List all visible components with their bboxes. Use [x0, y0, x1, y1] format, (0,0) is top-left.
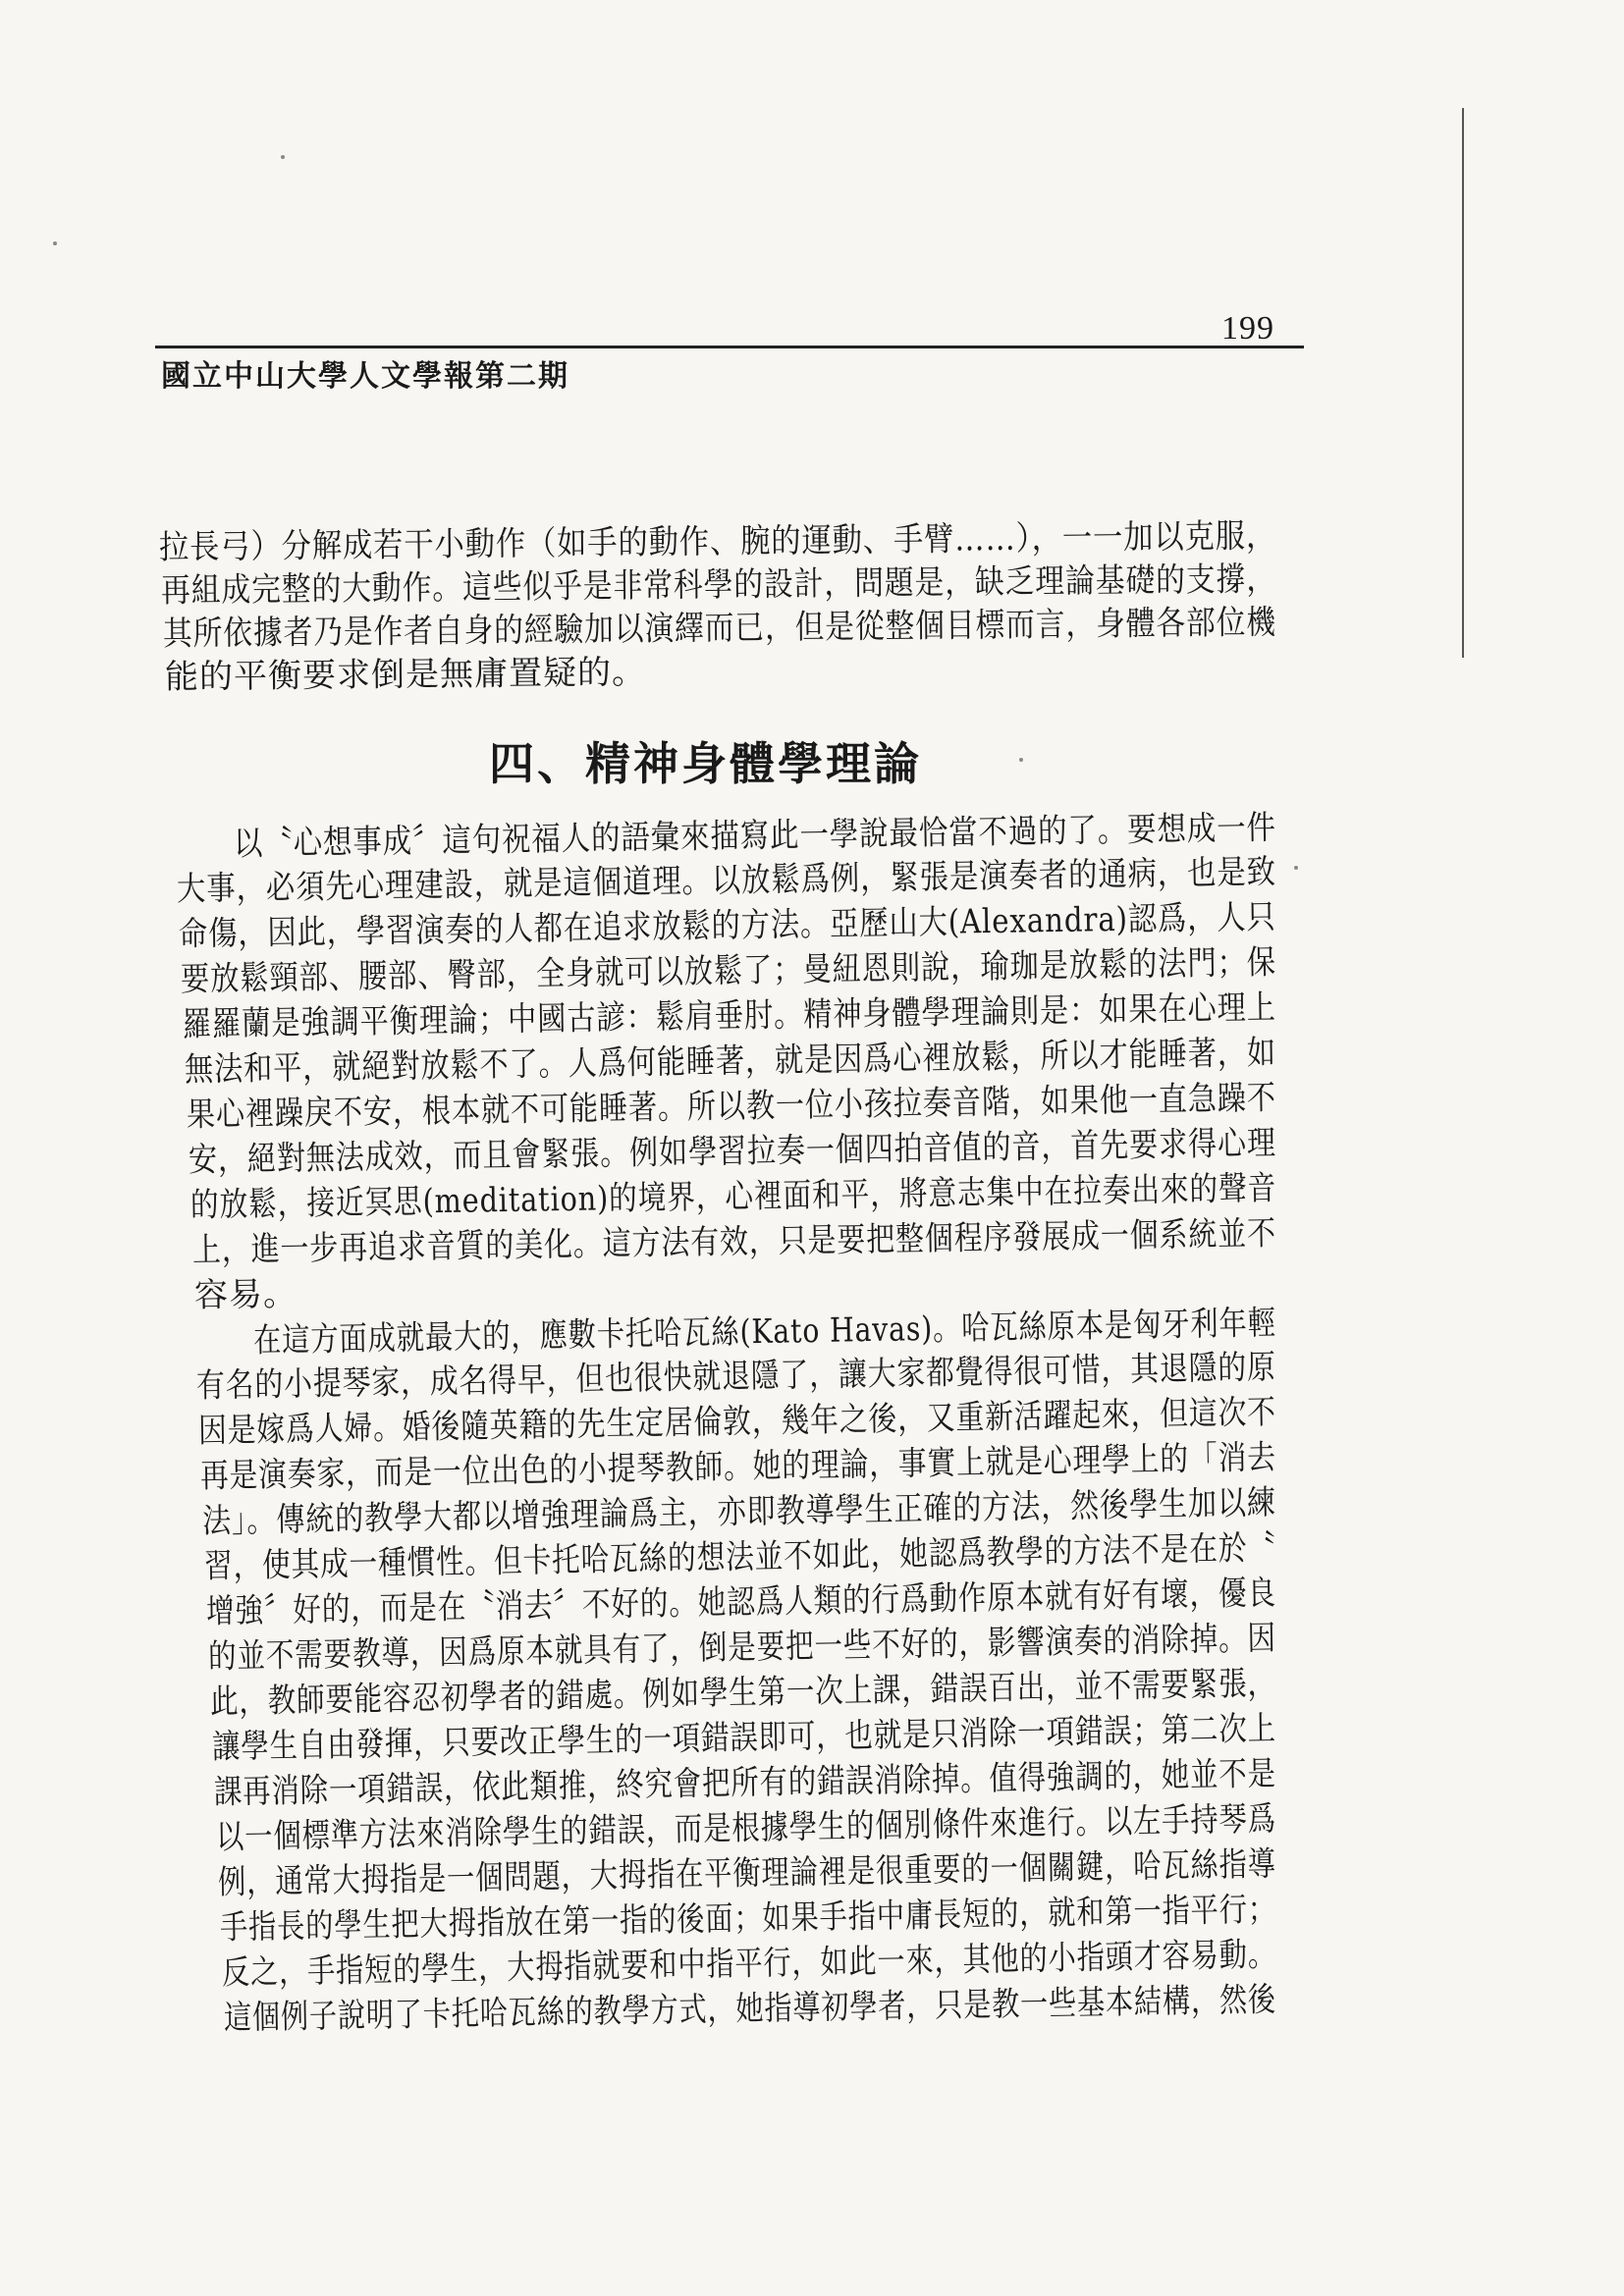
text-line: 無法和平，就絕對放鬆不了。人爲何能睡著，就是因爲心裡放鬆，所以才能睡著，如 — [184, 1033, 1277, 1090]
text-line: 能的平衡要求倒是無庸置疑的。 — [164, 652, 647, 697]
text-line: 拉長弓）分解成若干小動作（如手的動作、腕的運動、手臂……），一一加以克服， — [158, 516, 1277, 567]
text-line: 習，使其成一種慣性。但卡托哈瓦絲的想法並不如此，她認爲教學的方法不是在於〝 — [203, 1527, 1277, 1586]
running-header — [155, 310, 1304, 393]
text-line: 此，教師要能容忍初學者的錯處。例如學生第一次上課，錯誤百出，並不需要緊張， — [209, 1664, 1277, 1722]
scan-speck — [1294, 866, 1298, 870]
text-line: 大事，必須先心理建設，就是這個道理。以放鬆爲例，緊張是演奏者的通病，也是致 — [176, 852, 1277, 909]
text-line: 再是演奏家，而是一位出色的小提琴教師。她的理論，事實上就是心理學上的「消去 — [199, 1437, 1277, 1496]
text-line: 增強〞好的，而是在〝消去〞不好的。她認爲人類的行爲動作原本就有好有壞，優良 — [205, 1573, 1277, 1631]
text-line: 再組成完整的大動作。這些似乎是非常科學的設計，問題是，缺乏理論基礎的支撐， — [160, 560, 1277, 611]
text-line: 上，進一步再追求音質的美化。這方法有效，只是要把整個程序發展成一個系統並不 — [191, 1213, 1277, 1270]
text-line: 以〝心想事成〞這句祝福人的語彙來描寫此一學說最恰當不過的了。要想成一件 — [233, 808, 1277, 864]
text-line: 其所依據者乃是作者自身的經驗加以演繹而已，但是從整個目標而言，身體各部位機 — [162, 603, 1277, 654]
page-number: 199 — [1221, 310, 1274, 347]
section-heading: 四、精神身體學理論 — [489, 737, 922, 790]
scan-speck — [281, 155, 285, 159]
text-line: 的放鬆，接近冥思(meditation)的境界，心裡面和平，將意志集中在拉奏出來的聲音 — [189, 1168, 1277, 1225]
text-line: 反之，手指短的學生，大拇指就要和中指平行，如此一來，其他的小指頭才容易動。 — [221, 1935, 1277, 1993]
text-line: 手指長的學生把大拇指放在第一指的後面；如果手指中庸長短的，就和第一指平行； — [219, 1890, 1277, 1948]
text-line: 安，絕對無法成效，而且會緊張。例如學習拉奏一個四拍音值的音，首先要求得心理 — [188, 1123, 1277, 1180]
text-line: 有名的小提琴家，成名得早，但也很快就退隱了，讓大家都覺得很可惜，其退隱的原 — [195, 1347, 1277, 1406]
text-line: 課再消除一項錯誤，依此類推，終究會把所有的錯誤消除掉。值得強調的，她並不是 — [213, 1754, 1277, 1812]
text-line: 這個例子說明了卡托哈瓦絲的教學方式，她指導初學者，只是教一些基本結構，然後 — [223, 1980, 1277, 2038]
scan-speck — [53, 241, 57, 245]
text-line: 果心裡躁戾不安，根本就不可能睡著。所以教一位小孩拉奏音階，如果他一直急躁不 — [186, 1078, 1277, 1135]
text-line: 的並不需要教導，因爲原本就具有了，倒是要把一些不好的，影響演奏的消除掉。因 — [207, 1619, 1277, 1677]
text-line: 命傷，因此，學習演奏的人都在追求放鬆的方法。亞歷山大(Alexandra)認爲，人只 — [178, 897, 1276, 954]
text-line: 例，通常大拇指是一個問題，大拇指在平衡理論裡是很重要的一個關鍵，哈瓦絲指導 — [217, 1844, 1277, 1902]
text-line: 以一個標準方法來消除學生的錯誤，而是根據學生的個別條件來進行。以左手持琴爲 — [215, 1799, 1277, 1857]
text-line: 要放鬆頸部、腰部、臀部，全身就可以放鬆了；曼紐恩則說，瑜珈是放鬆的法門；保 — [180, 942, 1277, 999]
scan-speck — [1019, 758, 1023, 762]
text-line: 在這方面成就最大的，應數卡托哈瓦絲(Kato Havas)。哈瓦絲原本是匈牙利年輕 — [252, 1303, 1277, 1361]
text-line: 因是嫁爲人婦。婚後隨英籍的先生定居倫敦，幾年之後，又重新活躍起來，但這次不 — [197, 1392, 1277, 1451]
text-line: 讓學生自由發揮，只要改正學生的一項錯誤即可，也就是只消除一項錯誤；第二次上 — [211, 1709, 1277, 1767]
text-line: 羅羅蘭是強調平衡理論；中國古諺：鬆肩垂肘。精神身體學理論則是：如果在心理上 — [182, 988, 1277, 1044]
header-rule — [155, 346, 1304, 348]
page-edge-line — [1462, 108, 1464, 658]
text-line: 容易。 — [193, 1274, 298, 1315]
text-line: 法」。傳統的教學大都以增強理論爲主，亦即教導學生正確的方法，然後學生加以練 — [201, 1482, 1277, 1541]
journal-title: 國立中山大學人文學報第二期 — [161, 359, 569, 394]
